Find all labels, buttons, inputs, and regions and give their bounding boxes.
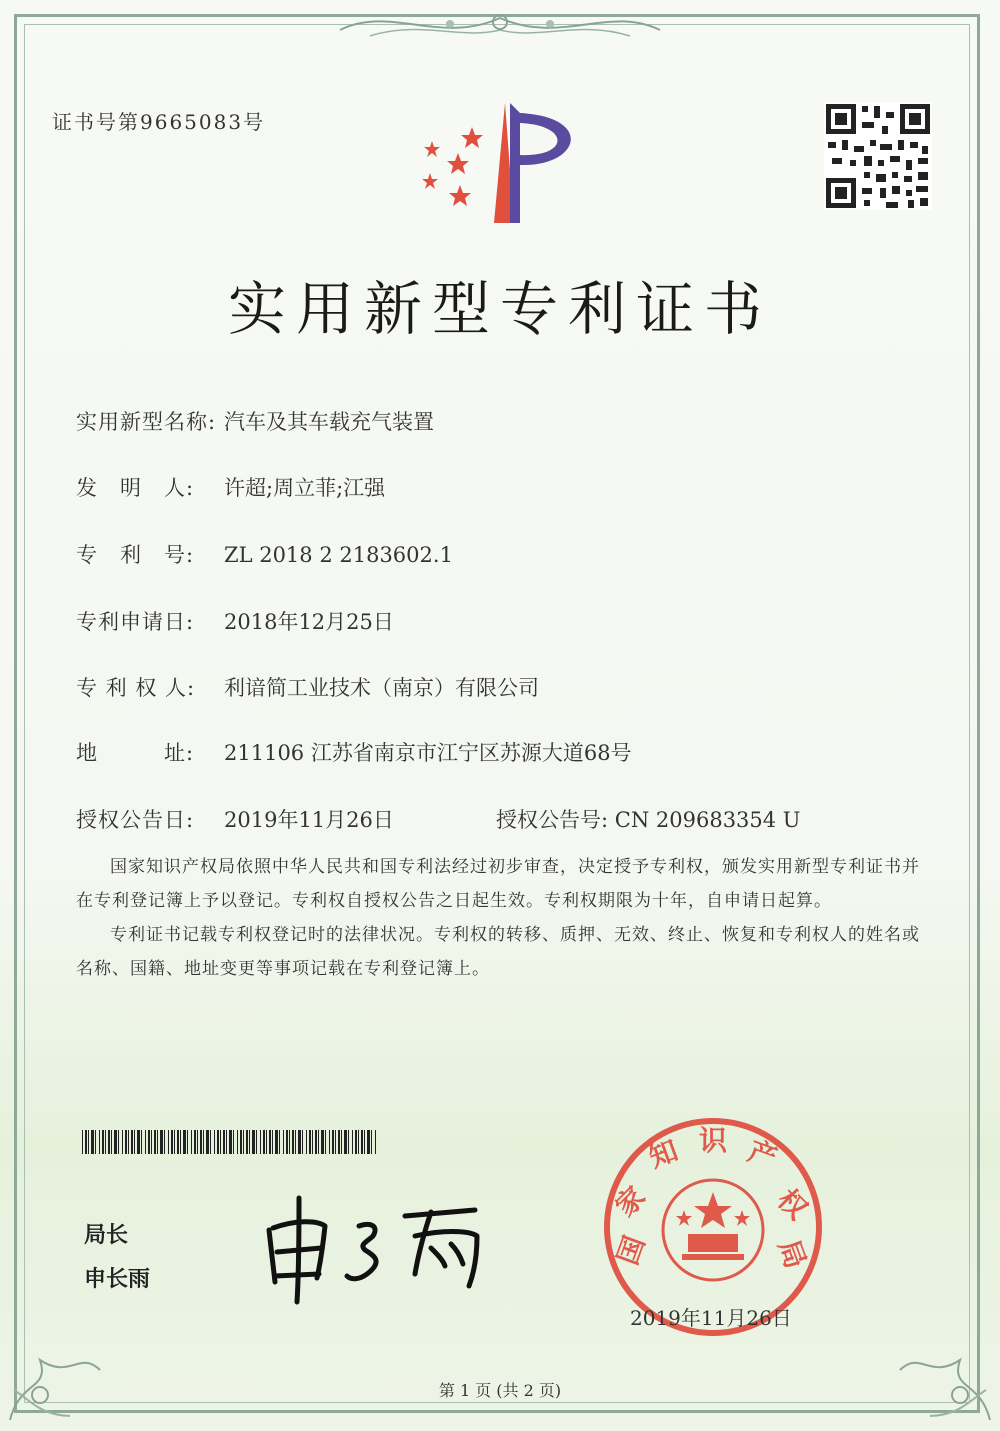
certificate-number: 证书号第9665083号: [52, 110, 266, 134]
utility-model-name-row: [76, 406, 434, 436]
field-label: 发 明 人:: [76, 476, 195, 500]
handwritten-signature: [255, 1190, 515, 1310]
barcode-bar: [302, 1130, 303, 1154]
bottom-right-ornament: [890, 1320, 1000, 1431]
svg-text:家: 家: [608, 1179, 652, 1224]
svg-text:局: 局: [771, 1235, 813, 1273]
barcode-bar: [177, 1130, 179, 1154]
barcode-bar: [361, 1130, 363, 1154]
barcode-bar: [275, 1130, 278, 1154]
barcode-bar: [141, 1130, 142, 1154]
barcode-bar: [332, 1130, 334, 1154]
barcode-bar: [279, 1130, 280, 1154]
barcode-bar: [237, 1130, 238, 1154]
application-date-row: [76, 606, 394, 636]
barcode-bar: [154, 1130, 156, 1154]
barcode-bar: [325, 1130, 326, 1154]
barcode-bar: [206, 1130, 209, 1154]
svg-text:识: 识: [699, 1124, 728, 1157]
barcode-bar: [187, 1130, 188, 1154]
barcode-bar: [329, 1130, 330, 1154]
barcode-bar: [229, 1130, 232, 1154]
body-paragraph: 国家知识产权局依照中华人民共和国专利法经过初步审查，决定授予专利权，颁发实用新型专利证书并在专利登记簿上予以登记。专利权自授权公告之日起生效。专利权期限为十年，自申请日起算。: [76, 857, 920, 911]
field-value: 211106 江苏省南京市江宁区苏源大道68号: [224, 741, 632, 765]
barcode-bar: [249, 1130, 250, 1154]
field-value: CN 209683354 U: [614, 808, 801, 832]
field-value: ZL 2018 2 2183602.1: [224, 543, 453, 567]
page-number: 第 1 页 (共 2 页): [438, 1381, 562, 1400]
field-label: 专 利 号:: [76, 543, 195, 567]
barcode-bar: [318, 1130, 319, 1154]
barcode-bar: [145, 1130, 146, 1154]
barcode-bar: [171, 1130, 173, 1154]
svg-text:产: 产: [743, 1134, 782, 1175]
barcode-bar: [375, 1130, 376, 1154]
barcode-bar: [263, 1130, 265, 1154]
barcode-bar: [260, 1130, 261, 1154]
inventor-row: [76, 472, 385, 502]
barcode-bar: [246, 1130, 248, 1154]
patent-number-row: [76, 539, 453, 569]
barcode-bar: [151, 1130, 152, 1154]
field-value: 汽车及其车载充气装置: [224, 410, 434, 434]
qr-code-icon: [824, 102, 932, 210]
barcode-bar: [338, 1130, 340, 1154]
barcode-bar: [309, 1130, 311, 1154]
address-row: [76, 737, 632, 767]
patentee-row: [76, 672, 539, 702]
barcode-bar: [137, 1130, 140, 1154]
barcode-bar: [134, 1130, 135, 1154]
barcode-bar: [168, 1130, 169, 1154]
seal-date: 2019年11月26日: [630, 1306, 792, 1330]
barcode-bar: [266, 1130, 267, 1154]
barcode-bar: [164, 1130, 165, 1154]
barcode-bar: [197, 1130, 198, 1154]
field-label: 专利申请日:: [76, 610, 195, 634]
barcode-bar: [118, 1130, 119, 1154]
barcode-bar: [210, 1130, 211, 1154]
field-label: 专 利 权 人:: [76, 676, 196, 700]
grant-number-row: [496, 804, 801, 834]
barcode-bar: [289, 1130, 290, 1154]
barcode-bar: [88, 1130, 89, 1154]
barcode-bar: [128, 1130, 129, 1154]
barcode-bar: [174, 1130, 175, 1154]
barcode-bar: [85, 1130, 87, 1154]
barcode-bar: [269, 1130, 271, 1154]
barcode-bar: [371, 1130, 372, 1154]
field-label: 实用新型名称:: [76, 410, 217, 434]
barcode-bar: [148, 1130, 150, 1154]
barcode-bar: [180, 1130, 181, 1154]
field-value: 利谙简工业技术（南京）有限公司: [224, 676, 539, 700]
barcode-bar: [200, 1130, 202, 1154]
barcode-bar: [223, 1130, 225, 1154]
barcode-bar: [108, 1130, 110, 1154]
field-value: 2018年12月25日: [224, 610, 394, 634]
barcode-bar: [214, 1130, 215, 1154]
grant-date-row: [76, 804, 394, 834]
barcode-bar: [367, 1130, 370, 1154]
barcode-bar: [160, 1130, 163, 1154]
barcode-bar: [125, 1130, 127, 1154]
barcode-bar: [95, 1130, 96, 1154]
svg-text:权: 权: [770, 1182, 815, 1226]
barcode-bar: [91, 1130, 94, 1154]
barcode-bar: [335, 1130, 336, 1154]
barcode-bar: [292, 1130, 294, 1154]
barcode-bar: [312, 1130, 313, 1154]
field-label: 授权公告号:: [496, 808, 609, 832]
barcode-bar: [191, 1130, 192, 1154]
barcode-bar: [131, 1130, 133, 1154]
barcode-bar: [82, 1130, 83, 1154]
barcode-bar: [321, 1130, 324, 1154]
barcode-bar: [256, 1130, 257, 1154]
svg-text:国: 国: [610, 1231, 652, 1270]
barcode-bar: [157, 1130, 158, 1154]
barcode-bar: [306, 1130, 307, 1154]
barcode-bar: [272, 1130, 273, 1154]
barcode-bar: [298, 1130, 301, 1154]
barcode-bar: [243, 1130, 244, 1154]
barcode-bar: [352, 1130, 353, 1154]
bottom-left-ornament: [0, 1320, 110, 1431]
field-value: 2019年11月26日: [224, 808, 394, 832]
barcode-bar: [348, 1130, 349, 1154]
barcode-bar: [240, 1130, 242, 1154]
barcode-bar: [220, 1130, 221, 1154]
barcode-bar: [183, 1130, 186, 1154]
field-value: 许超;周立菲;江强: [224, 476, 386, 500]
barcode-bar: [341, 1130, 342, 1154]
director-name: 申长雨: [84, 1267, 151, 1292]
director-title: 局长: [84, 1223, 129, 1248]
barcode-bar: [344, 1130, 347, 1154]
barcode-bar: [226, 1130, 227, 1154]
barcode-bar: [283, 1130, 284, 1154]
barcode-bar: [358, 1130, 359, 1154]
barcode-bar: [102, 1130, 104, 1154]
barcode-bar: [194, 1130, 196, 1154]
field-label: 地 址:: [76, 741, 195, 765]
certificate-title: 实用新型专利证书: [227, 275, 772, 343]
barcode-icon: [82, 1130, 382, 1154]
barcode-bar: [122, 1130, 123, 1154]
barcode-bar: [203, 1130, 204, 1154]
top-ornament: [330, 0, 670, 52]
barcode-bar: [111, 1130, 112, 1154]
barcode-bar: [286, 1130, 288, 1154]
svg-text:知: 知: [644, 1133, 683, 1175]
cnipa-logo-icon: [410, 95, 590, 235]
barcode-bar: [355, 1130, 357, 1154]
barcode-bar: [364, 1130, 365, 1154]
certificate-body: [76, 850, 922, 986]
barcode-bar: [233, 1130, 234, 1154]
barcode-bar: [105, 1130, 106, 1154]
barcode-bar: [252, 1130, 255, 1154]
barcode-bar: [217, 1130, 219, 1154]
barcode-bar: [99, 1130, 100, 1154]
barcode-bar: [114, 1130, 117, 1154]
body-paragraph: 专利证书记载专利权登记时的法律状况。专利权的转移、质押、无效、终止、恢复和专利权人的姓名或名称、国籍、地址变更等事项记载在专利登记簿上。: [76, 925, 920, 979]
field-label: 授权公告日:: [76, 808, 195, 832]
barcode-bar: [295, 1130, 296, 1154]
barcode-bar: [315, 1130, 317, 1154]
